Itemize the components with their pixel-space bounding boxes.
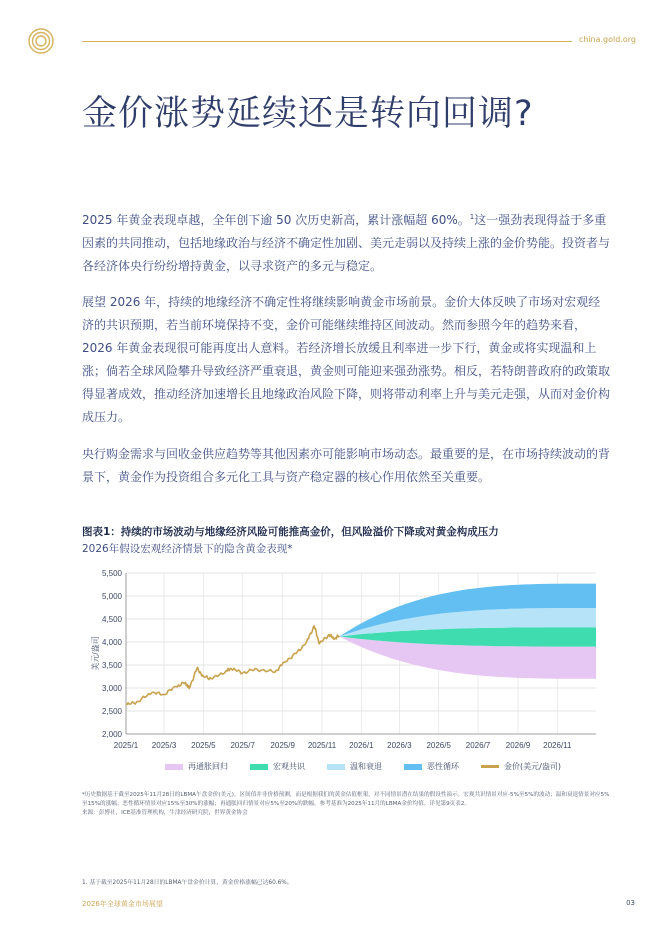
y-axis-label: 美元/盎司: [91, 636, 100, 671]
chart-legend: [165, 761, 561, 772]
x-tick-label: 2026/5: [426, 741, 451, 750]
wgc-logo-icon: [28, 28, 54, 54]
y-tick-label: 2,500: [101, 707, 122, 716]
page-number: 03: [626, 899, 635, 907]
figure-title: 图表1：持续的市场波动与地缘经济风险可能推高金价，但风险溢价下降或对黄金构成压力: [82, 526, 499, 538]
legend-label: 再通胀回归: [188, 762, 228, 771]
legend-item: [165, 761, 228, 772]
legend-swatch: [327, 764, 345, 770]
y-tick-label: 3,000: [101, 684, 122, 693]
site-url[interactable]: china.gold.org: [578, 35, 636, 44]
x-tick-label: 2025/9: [270, 741, 295, 750]
x-tick-label: 2026/9: [505, 741, 531, 750]
figure-subtitle: 2026年假设宏观经济情景下的隐含黄金表现*: [82, 543, 293, 555]
x-tick-label: 2025/3: [151, 741, 177, 750]
x-tick-label: 2025/7: [230, 741, 255, 750]
page-title: 金价涨势延续还是转向回调?: [82, 94, 534, 134]
legend-label: 金价(美元/盎司): [504, 762, 561, 771]
x-tick-label: 2026/3: [387, 741, 412, 750]
legend-label: 宏观共识: [273, 762, 305, 771]
footer-label: 2026年全球黄金市场展望: [82, 900, 163, 908]
gold-scenario-chart: [82, 562, 602, 757]
paragraph-3: 央行购金需求与回收金供应趋势等其他因素亦可能影响市场动态。最重要的是，在市场持续波动的背景下，黄金作为投资组合多元化工具与资产稳定器的核心作用依然至关重要。: [82, 447, 611, 484]
gold-price-line: [127, 626, 340, 705]
x-tick-label: 2025/1: [113, 741, 139, 750]
paragraph-1: [82, 206, 610, 278]
x-tick-label: 2026/11: [543, 741, 572, 750]
y-tick-label: 4,500: [101, 615, 122, 624]
paragraph-2: 展望 2026 年，持续的地缘经济不确定性将继续影响黄金市场前景。金价大体反映了市场对宏观经济的共识预期，若当前环境保持不变，金价可能继续维持区间波动。然而参照今年的趋势来看，2026 年黄金表现很可能再度出人意料。若经济增长放缓且利率进一步下行，黄金或将实现温和上涨；倘若全球风险攀升导致经济严重衰退，黄金则可能迎来强劲涨势。相反，若特朗普政府的政策取得显著成效，推动经济加速增长且地缘政治风险下降，则将带动利率上升与美元走强，从而对金价构成压力。: [82, 295, 611, 424]
y-tick-label: 2,000: [101, 730, 122, 739]
legend-label: 恶性循环: [427, 762, 459, 771]
y-tick-label: 5,000: [101, 592, 122, 601]
legend-swatch: [165, 764, 183, 770]
legend-label: 温和衰退: [350, 762, 382, 771]
footnote: 1. 基于截至2025年11月28日的LBMA午盘金价计算，黄金价格涨幅已达60.6%。: [82, 880, 293, 886]
legend-swatch: [481, 765, 499, 768]
x-tick-label: 2026/1: [349, 741, 374, 750]
x-tick-label: 2025/11: [307, 741, 337, 750]
legend-item: [327, 761, 382, 772]
paragraph-1-text-cont: 这一强劲表现得益于多重因素的共同推动，包括地缘政治与经济不确定性加剧、美元走弱以及持续上涨的金价势能。投资者与各经济体央行纷纷增持黄金，以寻求资产的多元与稳定。: [82, 213, 611, 273]
footnote-marker[interactable]: 1: [469, 213, 475, 221]
legend-item: [250, 761, 305, 772]
paragraph-1-text: 2025 年黄金表现卓越，全年创下逾 50 次历史新高，累计涨幅超 60%。: [82, 213, 470, 227]
y-tick-label: 4,000: [101, 638, 122, 647]
figure-source: 来源：彭博社，ICE基准管理机构，牛津经济研究院，世界黄金协会: [82, 810, 248, 816]
legend-item: [481, 761, 561, 772]
y-tick-label: 3,500: [101, 661, 122, 670]
legend-swatch: [404, 764, 422, 770]
legend-item: [404, 761, 459, 772]
figure-notes: [82, 791, 612, 818]
x-tick-label: 2025/5: [191, 741, 216, 750]
x-tick-label: 2026/7: [465, 741, 491, 750]
y-tick-label: 5,500: [101, 569, 122, 578]
header-rule: [82, 41, 572, 42]
figure-note: *历史数据基于截至2025年11月28日的LBMA午盘金价(美元)。区间值并非价格预测，而是根据我们的黄金估值框架，对不同情景潜在结果的假设性演示。宏观共识情景对应-5%至5%的波动；温和衰退情景对应5%至15%的涨幅；恶性循环情景对应15%至30%的涨幅；再通胀回归情景对应5%至20%的跌幅。参考基准为2025年11月的LBMA金价均值。详见第9页表2。: [82, 792, 610, 807]
legend-swatch: [250, 764, 268, 770]
